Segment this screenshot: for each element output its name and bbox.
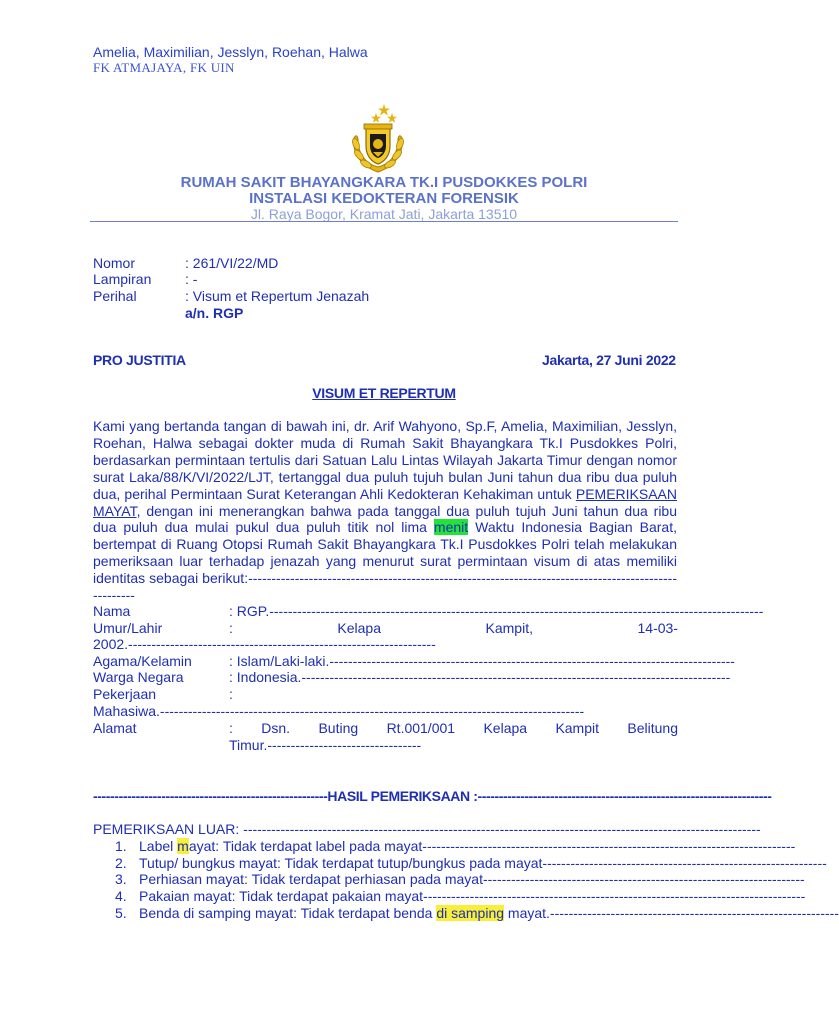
authors-line: Amelia, Maximilian, Jesslyn, Roehan, Halwa	[93, 44, 368, 60]
list-item	[115, 871, 805, 887]
nomor-label: Nomor	[93, 255, 136, 271]
alamat-word: Belitung	[627, 720, 678, 736]
list-number: 4.	[115, 888, 127, 904]
body-highlight: menit	[433, 519, 469, 536]
nama-label: Nama	[93, 603, 131, 619]
list-text: ayat: Tidak terdapat label pada mayat--------------------------------------------------------------------------------	[188, 838, 796, 854]
alamat-word: Kampit	[555, 720, 600, 736]
hospital-name: RUMAH SAKIT BHAYANGKARA TK.I PUSDOKKES POLRI	[180, 174, 588, 191]
document-date: Jakarta, 27 Juni 2022	[542, 352, 676, 368]
hospital-address: Jl. Raya Bogor, Kramat Jati, Jakarta 13510	[250, 206, 518, 222]
list-item	[115, 838, 796, 854]
umur-colon: :	[229, 620, 233, 636]
body-part2: , dengan ini menerangkan bahwa pada tanggal dua puluh tujuh Juni tahun dua ribu dua puluh dua mulai pukul dua puluh titik nol lima	[93, 502, 677, 536]
body-paragraph	[93, 418, 677, 604]
alamat-word: Dsn.	[261, 720, 291, 736]
list-item	[115, 855, 827, 871]
department-name: INSTALASI KEDOKTERAN FORENSIK	[249, 190, 519, 207]
list-number: 1.	[115, 838, 127, 854]
warga-value: : Indonesia.--------------------------------------------------------------------------------------------	[229, 669, 731, 685]
list-text: Benda di samping mayat: Tidak terdapat benda	[139, 905, 437, 921]
hasil-pemeriksaan-heading: -------------------------------------------------------HASIL PEMERIKSAAN :---------------------------------------------------------------------	[93, 788, 772, 804]
pekerjaan-continuation: Mahasiwa.-------------------------------------------------------------------------------------------	[93, 703, 585, 719]
alamat-value	[229, 720, 678, 736]
list-text: Perhiasan mayat: Tidak terdapat perhiasan pada mayat---------------------------------------------------------------------	[139, 871, 805, 887]
header-divider	[90, 221, 678, 222]
umur-continuation: 2002.------------------------------------------------------------------	[93, 636, 436, 652]
list-item	[115, 905, 839, 921]
body-part3: Waktu Indonesia Bagian Barat, bertempat di Ruang Otopsi Rumah Sakit Bhayangkara Tk.I Pusdokkes Polri telah melakukan pemeriksaan luar terhadap jenazah yang menurut surat permintaan visum di atas memiliki identitas sebagai berikut:-----------------------------------------------------------------------------------------------------	[93, 519, 677, 604]
police-emblem-icon	[346, 100, 410, 176]
body-part1: Kami yang bertanda tangan di bawah ini, dr. Arif Wahyono, Sp.F, Amelia, Maximilian, Jesslyn, Roehan, Halwa sebagai dokter muda di Rumah Sakit Bhayangkara Tk.I Pusdokkes Polri, berdasarkan permintaan tertulis dari Satuan Lalu Lintas Wilayah Jakarta Timur dengan nomor surat Laka/88/K/VI/2022/LJT, tertanggal dua puluh tujuh bulan Juni tahun dua ribu dua puluh dua, perihal Permintaan Surat Keterangan Ahli Kedokteran Kehakiman untuk	[93, 418, 677, 502]
list-number: 5.	[115, 905, 127, 921]
alamat-label: Alamat	[93, 720, 137, 736]
list-text: Pakaian mayat: Tidak terdapat pakaian mayat----------------------------------------------------------------------------------	[139, 888, 806, 904]
umur-label: Umur/Lahir	[93, 620, 163, 636]
alamat-continuation: Timur.---------------------------------	[229, 737, 422, 753]
alamat-word: Buting	[318, 720, 359, 736]
agama-label: Agama/Kelamin	[93, 653, 192, 669]
document-title: VISUM ET REPERTUM	[312, 385, 456, 401]
pemeriksaan-luar-heading: PEMERIKSAAN LUAR: ---------------------------------------------------------------------------------------------------------------	[93, 821, 761, 837]
alamat-word: Rt.001/001	[386, 720, 456, 736]
alamat-colon: :	[229, 720, 233, 736]
perihal-label: Perihal	[93, 288, 137, 304]
umur-value	[229, 620, 678, 636]
agama-value: : Islam/Laki-laki.---------------------------------------------------------------------------------------	[229, 653, 735, 669]
list-highlight: m	[177, 838, 189, 854]
nomor-value: : 261/VI/22/MD	[185, 255, 279, 271]
pekerjaan-value: :	[229, 686, 233, 702]
lampiran-value: : -	[185, 271, 198, 287]
institution-line: FK ATMAJAYA, FK UIN	[93, 60, 235, 75]
body-underlined: PEMERIKSAAN MAYAT	[93, 485, 677, 519]
umur-word: Kampit,	[485, 620, 533, 636]
list-text: Label	[139, 838, 178, 854]
pro-justitia: PRO JUSTITIA	[93, 352, 186, 368]
list-item	[115, 888, 806, 904]
warga-label: Warga Negara	[93, 669, 184, 685]
list-highlight: di samping	[436, 905, 505, 921]
list-number: 2.	[115, 855, 127, 871]
nama-value: : RGP.----------------------------------------------------------------------------------------------------------	[229, 603, 764, 619]
pekerjaan-label: Pekerjaan	[93, 686, 157, 702]
list-number: 3.	[115, 871, 127, 887]
list-text: mayat.--------------------------------------------------------------	[504, 905, 839, 921]
perihal-value: : Visum et Repertum Jenazah	[185, 288, 370, 304]
umur-word: Kelapa	[337, 620, 381, 636]
alamat-word: Kelapa	[483, 720, 528, 736]
list-text: Tutup/ bungkus mayat: Tidak terdapat tutup/bungkus pada mayat-------------------------------------------------------------	[139, 855, 827, 871]
umur-word: 14-03-	[637, 620, 678, 636]
an-value: a/n. RGP	[185, 305, 244, 321]
lampiran-label: Lampiran	[93, 271, 152, 287]
